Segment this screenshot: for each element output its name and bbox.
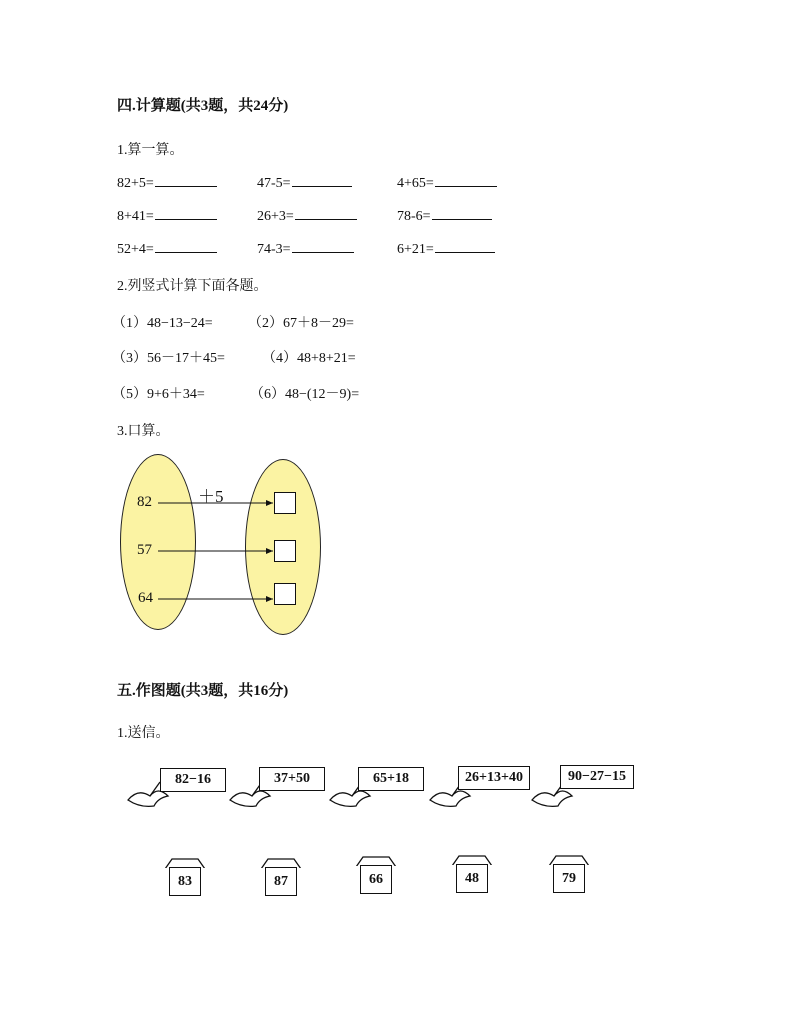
letter-card[interactable]: 90−27−15 [560,765,634,789]
q1-item: 47-5= [257,174,352,192]
letter-card[interactable]: 82−16 [160,768,226,792]
q2-item: （3）56－17＋45= [112,351,225,366]
q1-item: 26+3= [257,207,357,225]
q2-item: （6）48−(12－9)= [250,387,360,402]
house[interactable] [451,855,493,893]
house[interactable] [548,855,590,893]
q1-label: 1.算一算。 [117,143,184,158]
q1-item: 78-6= [397,207,492,225]
s5-q1-label: 1.送信。 [117,726,170,741]
house-number: 87 [265,867,297,896]
house-number: 79 [553,864,585,893]
letter-card[interactable]: 65+18 [358,767,424,791]
input-value: 82 [137,494,152,510]
q1-item: 8+41= [117,207,217,225]
q2-item: （4）48+8+21= [262,351,356,366]
q2-label: 2.列竖式计算下面各题。 [117,279,268,294]
input-value: 64 [138,590,153,606]
section4-title: 四.计算题(共3题，共24分) [117,98,289,114]
house-number: 48 [456,864,488,893]
house-number: 83 [169,867,201,896]
section5-title: 五.作图题(共3题，共16分) [117,683,289,699]
house-number: 66 [360,865,392,894]
q1-item: 82+5= [117,174,217,192]
letter-card[interactable]: 37+50 [259,767,325,791]
q3-label: 3.口算。 [117,424,170,439]
q2-item: （2）67＋8－29= [248,316,354,331]
house[interactable] [355,856,397,894]
q1-item: 52+4= [117,240,217,258]
q1-item: 74-3= [257,240,354,258]
q1-item: 6+21= [397,240,495,258]
q2-item: （1）48−13−24= [112,316,213,331]
q2-item: （5）9+6＋34= [112,387,205,402]
letter-card[interactable]: 26+13+40 [458,766,530,790]
q1-item: 4+65= [397,174,497,192]
house[interactable] [164,858,206,896]
house[interactable] [260,858,302,896]
input-value: 57 [137,542,152,558]
operation-label: ＋5 [198,487,224,506]
